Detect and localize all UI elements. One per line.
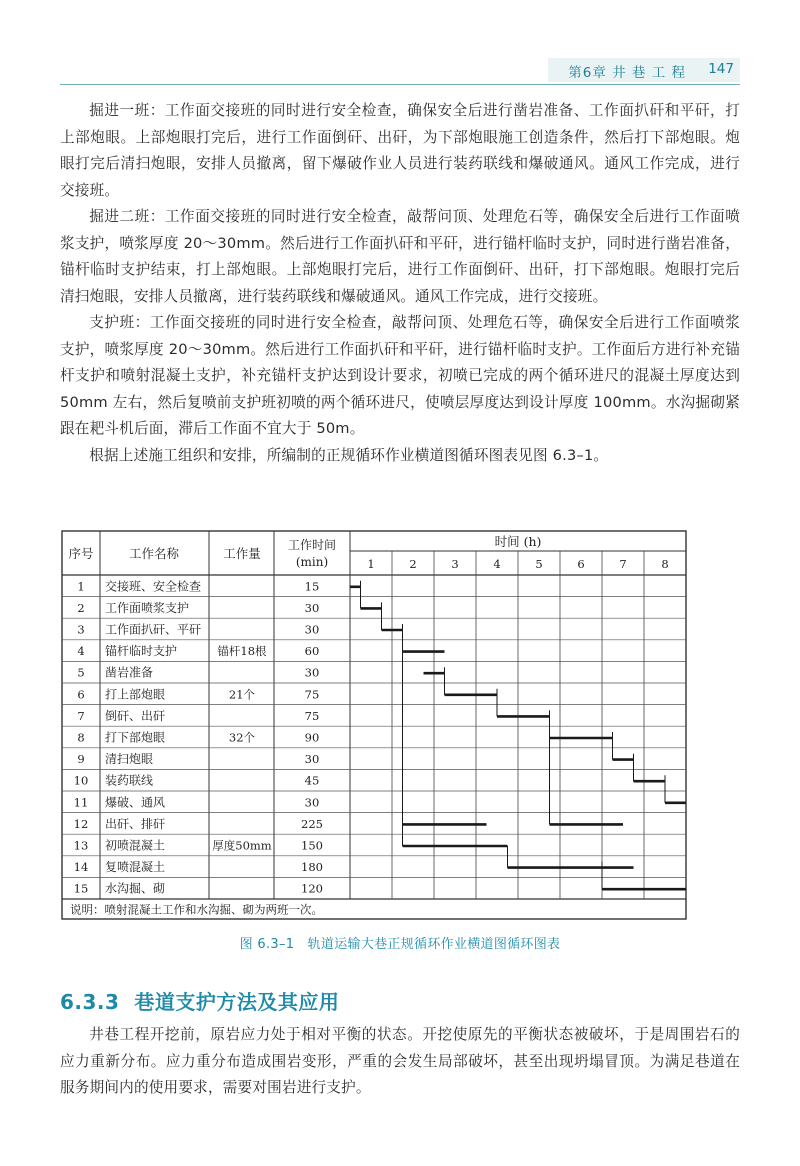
row-name: 初喷混凝土 bbox=[105, 838, 166, 853]
row-name: 倒矸、出矸 bbox=[105, 708, 166, 723]
paragraph-support-intro: 井巷工程开挖前，原岩应力处于相对平衡的状态。开挖使原先的平衡状态被破坏，于是周围岩石的应力重新分布。应力重分布造成围岩变形，严重的会发生局部破坏，甚至出现坍塌冒顶。为满足巷道在服务期间内的使用要求，需要对围岩进行支护。 bbox=[60, 1026, 740, 1096]
row-qty: 锚杆18根 bbox=[217, 644, 267, 659]
row-minutes: 30 bbox=[304, 752, 320, 767]
row-no: 5 bbox=[77, 665, 85, 680]
row-qty: 32个 bbox=[228, 730, 256, 745]
cycle-chart bbox=[61, 530, 687, 928]
row-qty: 21个 bbox=[228, 687, 256, 702]
row-minutes: 30 bbox=[304, 795, 320, 810]
row-no: 8 bbox=[77, 730, 85, 745]
row-name: 交接班、安全检查 bbox=[105, 579, 202, 594]
row-minutes: 75 bbox=[304, 687, 320, 702]
header-no: 序号 bbox=[68, 546, 94, 561]
row-no: 14 bbox=[73, 860, 89, 875]
row-name: 锚杆临时支护 bbox=[105, 644, 178, 659]
row-no: 9 bbox=[77, 752, 85, 767]
row-no: 6 bbox=[77, 687, 85, 702]
running-header bbox=[60, 58, 740, 82]
gantt-svg bbox=[61, 530, 687, 924]
row-name: 打上部炮眼 bbox=[105, 687, 166, 702]
hour-label: 4 bbox=[493, 557, 501, 571]
row-name: 打下部炮眼 bbox=[105, 730, 166, 745]
page-number: 147 bbox=[708, 61, 734, 77]
body-paragraphs bbox=[60, 98, 740, 469]
tail-text bbox=[60, 1022, 740, 1102]
row-no: 2 bbox=[77, 600, 85, 615]
row-minutes: 225 bbox=[301, 816, 323, 831]
row-minutes: 60 bbox=[304, 644, 320, 659]
paragraph-shift1: 掘进一班：工作面交接班的同时进行安全检查，确保安全后进行凿岩准备、工作面扒矸和平矸，打上部炮眼。上部炮眼打完后，进行工作面倒矸、出矸，为下部炮眼施工创造条件，然后打下部炮眼。炮眼打完后清扫炮眼，安排人员撤离，留下爆破作业人员进行装药联线和爆破通风。通风工作完成，进行交接班。 bbox=[60, 102, 740, 199]
paragraph-support-shift: 支护班：工作面交接班的同时进行安全检查，敲帮问顶、处理危石等，确保安全后进行工作面喷浆支护，喷浆厚度 20～30mm。然后进行工作面扒矸和平矸，进行锚杆临时支护。工作面后方进行补充锚杆支护和喷射混凝土支护，补充锚杆支护达到设计要求，初喷已完成的两个循环进尺的混凝土厚度达到 50mm 左右，然后复喷前支护班初喷的两个循环进尺，使喷层厚度达到设计厚度 100mm。水沟掘砌紧跟在耙斗机后面，滞后工作面不宜大于 50m。 bbox=[60, 314, 740, 437]
section-heading bbox=[60, 986, 339, 1015]
hour-label: 7 bbox=[619, 557, 627, 571]
section-title: 巷道支护方法及其应用 bbox=[134, 990, 340, 1014]
row-minutes: 30 bbox=[304, 600, 320, 615]
hour-label: 6 bbox=[577, 557, 585, 571]
row-minutes: 90 bbox=[304, 730, 320, 745]
hour-label: 5 bbox=[535, 557, 543, 571]
table-note: 说明：喷射混凝土工作和水沟掘、砌为两班一次。 bbox=[70, 902, 323, 917]
row-name: 工作面扒矸、平矸 bbox=[105, 622, 202, 637]
header-qty: 工作量 bbox=[223, 546, 261, 561]
row-name: 水沟掘、砌 bbox=[105, 881, 166, 896]
header-timeline: 时间 (h) bbox=[494, 534, 542, 549]
hour-label: 3 bbox=[451, 557, 459, 571]
header-name: 工作名称 bbox=[128, 546, 180, 561]
hour-label: 1 bbox=[367, 557, 375, 571]
row-minutes: 15 bbox=[304, 579, 320, 594]
row-no: 3 bbox=[77, 622, 85, 637]
paragraph-figure-ref: 根据上述施工组织和安排，所编制的正规循环作业横道图循环图表见图 6.3–1。 bbox=[89, 446, 609, 464]
row-minutes: 75 bbox=[304, 708, 320, 723]
row-name: 工作面喷浆支护 bbox=[105, 600, 190, 615]
header-time: 工作时间 bbox=[287, 538, 337, 552]
header-time-unit: (min) bbox=[295, 555, 329, 569]
row-name: 凿岩准备 bbox=[105, 665, 154, 680]
row-no: 15 bbox=[73, 881, 89, 896]
row-minutes: 120 bbox=[301, 881, 323, 896]
row-minutes: 30 bbox=[304, 622, 320, 637]
hour-label: 2 bbox=[409, 557, 417, 571]
row-name: 出矸、排矸 bbox=[105, 816, 166, 831]
section-number: 6.3.3 bbox=[60, 990, 120, 1014]
row-no: 13 bbox=[73, 838, 89, 853]
row-no: 1 bbox=[77, 579, 85, 594]
row-minutes: 150 bbox=[301, 838, 323, 853]
row-minutes: 30 bbox=[304, 665, 320, 680]
row-name: 装药联线 bbox=[105, 773, 154, 788]
row-no: 12 bbox=[73, 816, 89, 831]
row-no: 7 bbox=[77, 708, 85, 723]
row-qty: 厚度50mm bbox=[212, 838, 272, 853]
row-no: 10 bbox=[73, 773, 89, 788]
header-rule bbox=[60, 84, 740, 85]
row-minutes: 45 bbox=[304, 773, 320, 788]
row-name: 清扫炮眼 bbox=[105, 752, 154, 767]
row-minutes: 180 bbox=[301, 860, 323, 875]
figure-caption: 图 6.3–1 轨道运输大巷正规循环作业横道图循环图表 bbox=[239, 937, 561, 952]
row-no: 4 bbox=[77, 644, 85, 659]
row-no: 11 bbox=[73, 795, 89, 810]
row-name: 复喷混凝土 bbox=[105, 860, 166, 875]
hour-label: 8 bbox=[661, 557, 669, 571]
chapter-title: 第6章 井 巷 工 程 bbox=[568, 65, 686, 81]
row-name: 爆破、通风 bbox=[105, 795, 166, 810]
paragraph-shift2: 掘进二班：工作面交接班的同时进行安全检查，敲帮问顶、处理危石等，确保安全后进行工作面喷浆支护，喷浆厚度 20～30mm。然后进行工作面扒矸和平矸，进行锚杆临时支护，同时进行凿岩准备，锚杆临时支护结束，打上部炮眼。上部炮眼打完后，进行工作面倒矸、出矸，打下部炮眼。炮眼打完后清扫炮眼，安排人员撤离，进行装药联线和爆破通风。通风工作完成，进行交接班。 bbox=[60, 208, 740, 305]
